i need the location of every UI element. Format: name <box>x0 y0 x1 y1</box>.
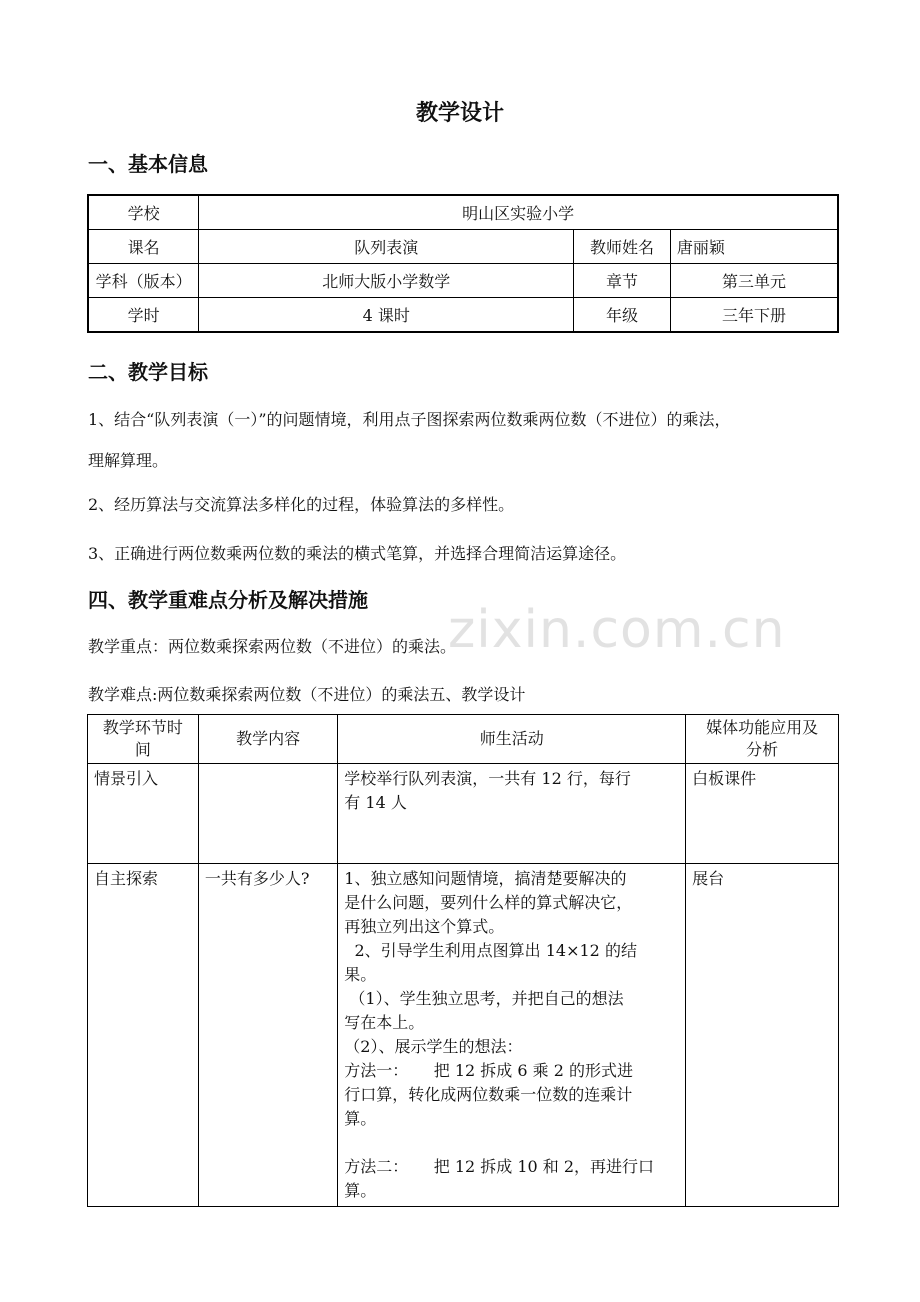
content-cell: 一共有多少人? <box>198 864 337 1207</box>
section-heading-goals: 二、教学目标 <box>88 360 208 384</box>
header-content: 教学内容 <box>198 715 337 764</box>
key-point: 教学重点：两位数乘探索两位数（不进位）的乘法。 <box>88 637 457 656</box>
difficult-point: 教学难点:两位数乘探索两位数（不进位）的乘法五、教学设计 <box>88 685 526 704</box>
lesson-design-table <box>87 714 839 1207</box>
label-cell: 学时 <box>88 298 199 333</box>
course-value: 队列表演 <box>199 230 574 264</box>
table-row <box>88 298 838 333</box>
label-cell: 学科（版本） <box>88 264 199 298</box>
chapter-value: 第三单元 <box>670 264 838 298</box>
teacher-value: 唐丽颖 <box>670 230 838 264</box>
label-cell: 学校 <box>88 195 199 230</box>
label-cell: 年级 <box>574 298 671 333</box>
grade-value: 三年下册 <box>670 298 838 333</box>
content-cell <box>198 764 337 864</box>
table-row <box>88 195 838 230</box>
label-cell: 章节 <box>574 264 671 298</box>
section-heading-basic-info: 一、基本信息 <box>88 152 208 176</box>
hours-value: 4 课时 <box>199 298 574 333</box>
media-cell: 白板课件 <box>686 764 839 864</box>
goal-3: 3、正确进行两位数乘两位数的乘法的横式笔算，并选择合理简洁运算途径。 <box>88 544 627 563</box>
activity-cell: 1、独立感知问题情境，搞清楚要解决的 是什么问题，要列什么样的算式解决它， 再独立列出这个算式。 2、引导学生利用点图算出 14×12 的结 果。 （1）、学生独立思考，并把自己的想法 写在本上。 （2）、展示学生的想法： 方法一： 把 12 拆成 6 乘 2 的形式进 行口算，转化成两位数乘一位数的连乘计 算。 方法二： 把 12 拆成 10 和 2，再进行口 算。 <box>338 864 686 1207</box>
header-media: 媒体功能应用及 分析 <box>686 715 839 764</box>
label-cell: 课名 <box>88 230 199 264</box>
subject-value: 北师大版小学数学 <box>199 264 574 298</box>
school-value: 明山区实验小学 <box>199 195 838 230</box>
header-stage: 教学环节时 间 <box>88 715 199 764</box>
activity-cell: 学校举行队列表演，一共有 12 行，每行 有 14 人 <box>338 764 686 864</box>
header-activity: 师生活动 <box>338 715 686 764</box>
table-header-row <box>88 715 839 764</box>
table-row <box>88 764 839 864</box>
section-heading-key-points: 四、教学重难点分析及解决措施 <box>88 588 368 612</box>
label-cell: 教师姓名 <box>574 230 671 264</box>
stage-cell: 情景引入 <box>88 764 199 864</box>
stage-cell: 自主探索 <box>88 864 199 1207</box>
basic-info-table <box>87 194 839 333</box>
media-cell: 展台 <box>686 864 839 1207</box>
table-row <box>88 230 838 264</box>
goal-1-line-1: 1、结合“队列表演（一）”的问题情境，利用点子图探索两位数乘两位数（不进位）的乘法， <box>88 410 731 429</box>
page-title: 教学设计 <box>415 101 504 126</box>
table-row <box>88 264 838 298</box>
goal-1-line-2: 理解算理。 <box>88 451 169 470</box>
watermark: zixin.com.cn <box>448 600 786 660</box>
table-row <box>88 864 839 1207</box>
goal-2: 2、经历算法与交流算法多样化的过程，体验算法的多样性。 <box>88 495 515 514</box>
